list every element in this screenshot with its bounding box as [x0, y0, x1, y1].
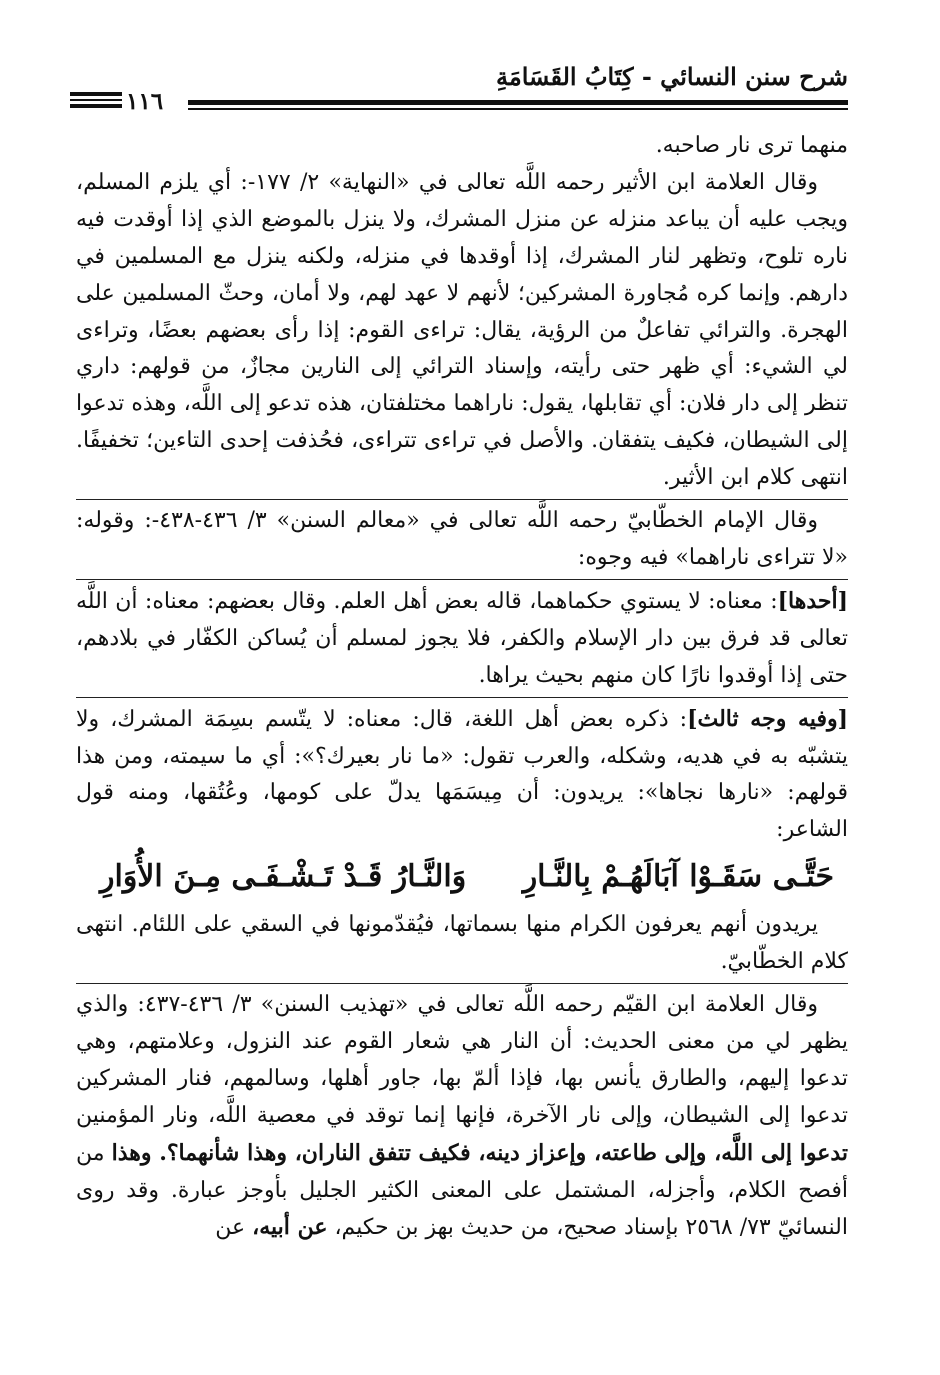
page-body [76, 128, 848, 1247]
paragraph [76, 987, 848, 1247]
paragraph [76, 583, 848, 695]
paragraph-text: من أفصح الكلام، وأجزله، المشتمل على المعنى الكثير الجليل بأوجز عبارة. وقد روى النسائيّ ٧٣/ ٢٥٦٨ بإسناد صحيح، من حديث بهز بن حكيم، [76, 1140, 848, 1241]
page-number: ١١٦ [126, 88, 164, 115]
header-rule [188, 100, 848, 105]
poetry-verse [76, 851, 848, 903]
page-header [70, 52, 848, 115]
verse-second-hemistich: وَالنَّـارُ قَـدْ تَـشْـفَـى مِـنَ الأُوَارِ [100, 859, 467, 895]
paragraph: وقال العلامة ابن الأثير رحمه اللَّه تعالى في «النهاية» ٢/ ١٧٧-: أي يلزم المسلم، ويجب عليه أن يباعد منزله عن منزل المشرك، ولا ينزل بالموضع الذي إذا أوقدت فيه ناره تلوح، وتظهر لنار المشرك، إذا أوقدها في منزله، ولكنه ينزل مع المسلمين في دارهم. وإنما كره مُجاورة المشركين؛ لأنهم لا عهد لهم، ولا أمان، وحثّ المسلمين على الهجرة. والترائي تفاعلٌ من الرؤية، يقال: تراءى القوم: إذا رأى بعضهم بعضًا، وتراءى لي الشيء: أي ظهر حتى رأيته، وإسناد الترائي إلى النارين مجازٌ، من قولهم: داري تنظر إلى دار فلان: أي تقابلها، يقول: ناراهما مختلفتان، هذه تدعو إلى اللَّه، وهذه تدعوا إلى الشيطان، فكيف يتفقان. والأصل في تراءى تتراءى، فحُذفت إحدى التاءين؛ تخفيفًا. انتهى كلام ابن الأثير. [76, 169, 848, 491]
paragraph: يريدون أنهم يعرفون الكرام منها بسماتها، فيُقدّمونها في السقي على اللئام. انتهى كلام الخطّابيّ. [76, 912, 848, 975]
paragraph-divider [76, 697, 848, 698]
section-label: [أحدها] [777, 587, 848, 614]
section-label: [وفيه وجه ثالث] [687, 705, 848, 732]
bold-text: تدعوا إلى اللَّه، وإلى طاعته، وإعزاز دينه، فكيف تتفق الناران، وهذا شأنهما؟. وهذا [111, 1139, 848, 1166]
paragraph-text: : معناه: لا يستوي حكماهما، قاله بعض أهل العلم. وقال بعضهم: معناه: أن اللَّه تعالى قد فرق بين دار الإسلام والكفر، فلا يجوز لمسلم أن يُساكن الكفّار في بلادهم، حتى إذا أوقدوا نارًا كان منهم بحيث يراها. [76, 588, 848, 688]
paragraph-divider [76, 499, 848, 500]
bold-text: عن أبيه، [252, 1214, 328, 1241]
header-ornament [70, 92, 122, 111]
paragraph-text: وقال العلامة ابن القيّم رحمه اللَّه تعالى في «تهذيب السنن» ٣/ ٤٣٦-٤٣٧: والذي يظهر لي من معنى الحديث: أن النار هي شعار القوم عند النزول، وعلامتهم، وهي تدعوا إليهم، والطارق يأنس بها، فإذا ألمّ بها، جاور أهلها، وسالمهم، فنار المشركين تدعوا إلى الشيطان، وإلى نار الآخرة، فإنها إنما توقد في معصية اللَّه، ونار المؤمنين [76, 992, 848, 1128]
paragraph-divider [76, 983, 848, 984]
running-title: شرح سنن النسائي - كِتَابُ القَسَامَةِ [496, 62, 848, 91]
paragraph: منهما ترى نار صاحبه. [655, 133, 848, 158]
header-rule-thin [188, 108, 848, 110]
paragraph-divider [76, 579, 848, 580]
paragraph-text: : ذكره بعض أهل اللغة، قال: معناه: لا يتّسم بسِمَة المشرك، ولا يتشبّه به في هديه، وشكله، والعرب تقول: «ما نار بعيرك؟»: أي ما سيمته، ومن هذا قولهم: «نارها نجاها»: يريدون: أن مِيسَمَها يدلّ على كومها، وعُتُقها، ومنه قول الشاعر: [76, 706, 848, 843]
paragraph: وقال الإمام الخطّابيّ رحمه اللَّه تعالى في «معالم السنن» ٣/ ٤٣٦-٤٣٨-: وقوله: «لا تتراءى ناراهما» فيه وجوه: [76, 508, 848, 570]
paragraph [76, 701, 848, 850]
paragraph-text: عن [215, 1215, 246, 1241]
verse-first-hemistich: حَتَّـى سَقَـوْا آبَالَهُـمْ بِالنَّـارِ [522, 859, 834, 895]
